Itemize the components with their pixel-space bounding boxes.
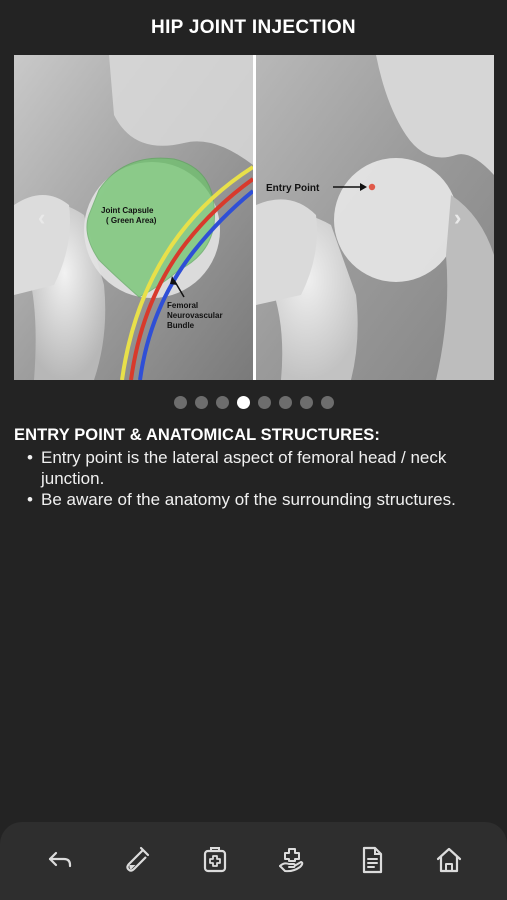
bundle-label-line3: Bundle xyxy=(167,321,195,330)
carousel-pagination xyxy=(0,396,507,410)
bullet-symbol: • xyxy=(27,490,33,509)
medical-plus-icon xyxy=(199,844,231,876)
capsule-label-line1: Joint Capsule xyxy=(101,206,154,215)
bullet-symbol: • xyxy=(27,448,33,467)
description-section xyxy=(14,426,492,510)
bundle-label-line1: Femoral xyxy=(167,301,199,310)
page-title: HIP JOINT INJECTION xyxy=(151,17,356,38)
test-tube-icon xyxy=(120,844,152,876)
xray-image-annotated xyxy=(14,55,253,380)
pagination-dot[interactable] xyxy=(195,396,208,409)
bundle-label-line2: Neurovascular xyxy=(167,311,223,320)
list-item xyxy=(14,489,492,510)
list-item xyxy=(14,447,492,489)
pagination-dot[interactable] xyxy=(321,396,334,409)
pagination-dot[interactable] xyxy=(216,396,229,409)
document-button[interactable] xyxy=(352,840,392,880)
entry-point-marker xyxy=(369,184,375,190)
chevron-left-icon[interactable]: ‹ xyxy=(38,205,46,230)
pagination-dot[interactable] xyxy=(300,396,313,409)
pagination-dot[interactable] xyxy=(174,396,187,409)
home-icon xyxy=(433,844,465,876)
bottom-toolbar xyxy=(0,822,507,900)
pagination-dot[interactable] xyxy=(258,396,271,409)
list-item-text: Be aware of the anatomy of the surrounding structures. xyxy=(41,490,456,509)
chevron-right-icon[interactable]: › xyxy=(454,205,462,230)
home-button[interactable] xyxy=(429,840,469,880)
pagination-dot-active[interactable] xyxy=(237,396,250,409)
back-arrow-icon xyxy=(44,844,76,876)
bullet-list xyxy=(14,447,492,510)
image-carousel[interactable] xyxy=(14,55,494,380)
section-heading: ENTRY POINT & ANATOMICAL STRUCTURES: xyxy=(14,426,380,444)
back-button[interactable] xyxy=(40,840,80,880)
list-item-text: Entry point is the lateral aspect of femoral head / neck junction. xyxy=(41,448,447,488)
hand-heart-icon xyxy=(276,844,308,876)
capsule-label-line2: ( Green Area) xyxy=(106,216,157,225)
care-button[interactable] xyxy=(272,840,312,880)
pagination-dot[interactable] xyxy=(279,396,292,409)
entry-point-label: Entry Point xyxy=(266,183,320,194)
test-tube-button[interactable] xyxy=(116,840,156,880)
medical-kit-button[interactable] xyxy=(195,840,235,880)
document-icon xyxy=(356,844,388,876)
